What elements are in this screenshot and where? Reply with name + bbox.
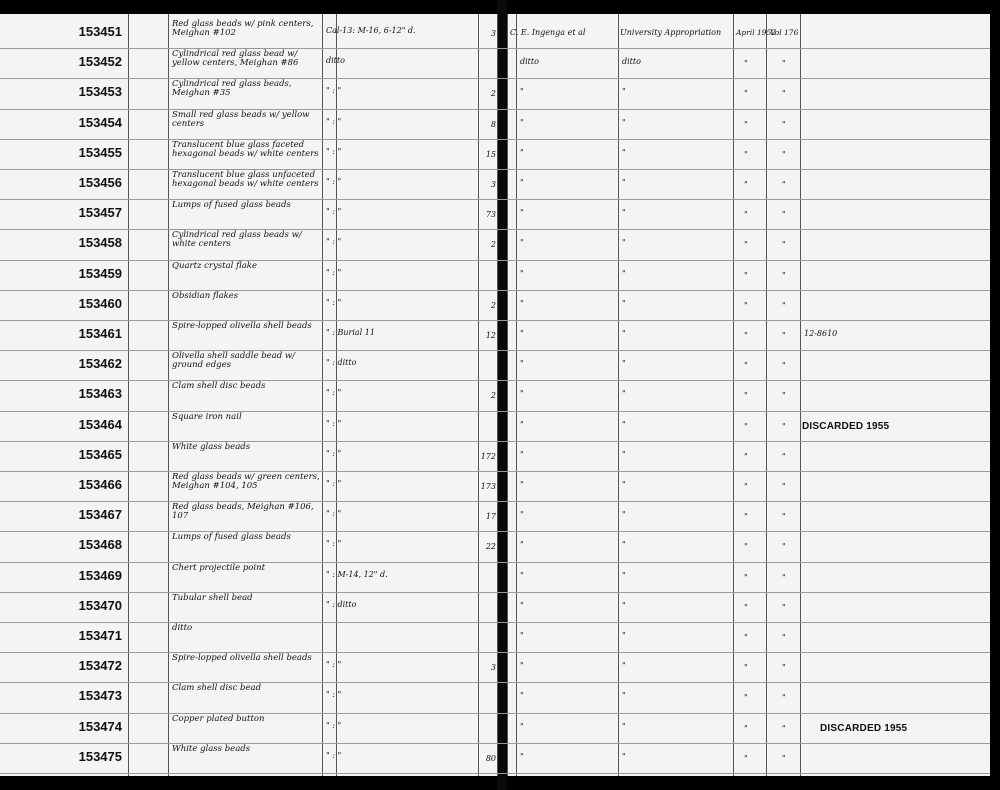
item-description: Clam shell disc bead bbox=[172, 683, 262, 694]
discarded-stamp: DISCARDED 1955 bbox=[802, 420, 890, 432]
acquisition-source: " bbox=[622, 570, 626, 580]
acquisition-date: " bbox=[744, 421, 748, 431]
acquisition-source: " bbox=[622, 238, 626, 248]
catalog-number: 153451 bbox=[78, 24, 122, 39]
provenience: ditto bbox=[326, 56, 345, 66]
field-number: " bbox=[782, 270, 786, 280]
locality: " bbox=[520, 751, 524, 761]
locality: " bbox=[520, 359, 524, 369]
acquisition-date: " bbox=[744, 602, 748, 612]
catalog-number: 153461 bbox=[78, 326, 122, 341]
catalog-number: 153466 bbox=[78, 477, 122, 492]
field-number: " bbox=[782, 633, 786, 642]
provenience: " : " bbox=[326, 146, 342, 156]
ledger-rule-line bbox=[0, 350, 990, 351]
acquisition-date: " bbox=[744, 633, 748, 642]
locality: " bbox=[520, 721, 524, 731]
ledger-column-rule bbox=[168, 14, 169, 776]
catalog-number: 153471 bbox=[78, 628, 122, 643]
catalog-number: 153472 bbox=[78, 658, 122, 674]
catalog-number: 153458 bbox=[78, 235, 122, 251]
ledger-rule-line bbox=[0, 169, 990, 170]
item-description: Translucent blue glass faceted hexagonal beads w/ white centers bbox=[172, 139, 319, 159]
field-number: " bbox=[782, 119, 786, 129]
field-number: " bbox=[782, 723, 786, 733]
field-number: " bbox=[782, 149, 786, 159]
catalog-number: 153465 bbox=[78, 446, 122, 462]
catalog-number: 153467 bbox=[78, 507, 122, 523]
field-number: " bbox=[782, 482, 786, 491]
item-count: 173 bbox=[480, 482, 496, 491]
book-spine bbox=[497, 0, 507, 790]
item-count: 12 bbox=[485, 331, 496, 340]
catalog-number: 153470 bbox=[78, 597, 122, 613]
field-number: " bbox=[782, 753, 786, 763]
item-count: 2 bbox=[490, 300, 496, 310]
provenience: " : " bbox=[326, 177, 342, 186]
acquisition-source: " bbox=[622, 510, 626, 520]
provenience: " : " bbox=[326, 207, 342, 217]
header-field-ref: Vol 176 bbox=[770, 28, 799, 37]
locality: ditto bbox=[520, 57, 539, 67]
acquisition-date: " bbox=[744, 149, 748, 159]
locality: " bbox=[520, 389, 524, 399]
item-count: 73 bbox=[485, 210, 496, 220]
item-description: Small red glass beads w/ yellow centers bbox=[172, 109, 310, 129]
ledger-rule-line bbox=[0, 78, 990, 79]
item-description: Square iron nail bbox=[172, 411, 242, 422]
ledger-rule-line bbox=[0, 743, 990, 744]
catalog-number: 153460 bbox=[78, 295, 122, 311]
field-number: " bbox=[782, 331, 786, 340]
ledger-rule-line bbox=[0, 229, 990, 230]
locality: " bbox=[520, 87, 524, 97]
item-count: 17 bbox=[485, 512, 496, 522]
acquisition-source: " bbox=[622, 117, 626, 127]
field-number: " bbox=[782, 693, 786, 703]
item-description: Olivella shell saddle bead w/ ground edges bbox=[172, 351, 296, 371]
discarded-stamp: DISCARDED 1955 bbox=[820, 722, 908, 734]
acquisition-source: " bbox=[622, 661, 626, 671]
item-count: 80 bbox=[485, 753, 496, 763]
catalog-number: 153454 bbox=[78, 114, 122, 130]
item-description: Spire-lopped olivella shell beads bbox=[172, 321, 312, 331]
acquisition-date: " bbox=[744, 300, 748, 310]
item-count: 8 bbox=[490, 119, 496, 129]
acquisition-source: " bbox=[622, 449, 626, 459]
item-count: 2 bbox=[490, 89, 496, 99]
provenience: " : " bbox=[326, 750, 342, 760]
ledger-rule-line bbox=[0, 380, 990, 381]
catalog-number: 153459 bbox=[78, 265, 122, 281]
acquisition-date: " bbox=[744, 331, 748, 340]
field-number: " bbox=[782, 210, 786, 220]
locality: " bbox=[520, 147, 524, 157]
ledger-rule-line bbox=[0, 531, 990, 532]
locality: " bbox=[520, 208, 524, 218]
remark-note: 12-8610 bbox=[804, 329, 838, 338]
locality: " bbox=[520, 238, 524, 248]
item-description: Clam shell disc beads bbox=[172, 381, 266, 392]
locality: " bbox=[520, 691, 524, 701]
provenience: " : " bbox=[326, 660, 342, 670]
field-number: " bbox=[782, 512, 786, 522]
acquisition-source: " bbox=[622, 329, 626, 338]
item-description: Lumps of fused glass beads bbox=[172, 200, 291, 211]
acquisition-date: " bbox=[744, 210, 748, 220]
provenience: " : ditto bbox=[326, 599, 357, 609]
provenience: " : " bbox=[326, 388, 342, 398]
field-number: " bbox=[782, 59, 786, 69]
provenience: " : Burial 11 bbox=[326, 328, 375, 337]
provenience: " : " bbox=[326, 418, 342, 428]
locality: " bbox=[520, 329, 524, 338]
acquisition-date: " bbox=[744, 482, 748, 491]
acquisition-date: " bbox=[744, 361, 748, 371]
item-description: Quartz crystal flake bbox=[172, 260, 257, 271]
locality: " bbox=[520, 600, 524, 610]
field-number: " bbox=[782, 421, 786, 431]
item-description: Red glass beads w/ green centers, Meighan #104, 105 bbox=[172, 472, 320, 491]
catalog-number: 153462 bbox=[78, 356, 122, 372]
acquisition-source: " bbox=[622, 359, 626, 369]
ledger-rule-line bbox=[0, 652, 990, 653]
field-number: " bbox=[782, 542, 786, 552]
item-count: 15 bbox=[485, 149, 496, 159]
catalog-number: 153452 bbox=[78, 54, 122, 70]
catalog-number: 153469 bbox=[78, 567, 122, 583]
ledger-rule-line bbox=[0, 320, 990, 321]
item-count: 172 bbox=[480, 451, 496, 461]
item-description: Cylindrical red glass beads w/ white centers bbox=[172, 230, 302, 250]
provenience: " : " bbox=[326, 116, 342, 126]
item-count: 3 bbox=[490, 663, 496, 673]
acquisition-source: " bbox=[622, 208, 626, 218]
acquisition-date: " bbox=[744, 89, 748, 99]
ledger-column-rule bbox=[322, 14, 323, 776]
ledger-rule-line bbox=[0, 713, 990, 714]
item-description: Chert projectile point bbox=[172, 562, 265, 573]
ledger-column-rule bbox=[497, 14, 498, 776]
ledger-column-rule bbox=[733, 14, 734, 776]
acquisition-source: " bbox=[622, 147, 626, 157]
ledger-column-rule bbox=[618, 14, 619, 776]
provenience: " : M-14, 12" d. bbox=[326, 569, 388, 579]
field-number: " bbox=[782, 89, 786, 99]
field-number: " bbox=[782, 572, 786, 582]
locality: " bbox=[520, 419, 524, 429]
item-description: Red glass beads, Meighan #106, 107 bbox=[172, 502, 314, 522]
acquisition-source: " bbox=[622, 268, 626, 278]
provenience: Cal-13: M-16, 6-12" d. bbox=[326, 26, 416, 35]
item-description: White glass beads bbox=[172, 441, 251, 452]
item-count: 3 bbox=[490, 180, 496, 189]
item-description: Cylindrical red glass bead w/ yellow centers, Meighan #86 bbox=[172, 49, 299, 69]
field-number: " bbox=[782, 451, 786, 461]
provenience: " : " bbox=[326, 479, 342, 488]
catalog-number: 153463 bbox=[78, 386, 122, 402]
ledger-rule-line bbox=[0, 139, 990, 140]
item-description: Copper plated button bbox=[172, 713, 265, 724]
ledger-rule-line bbox=[0, 260, 990, 261]
acquisition-date: " bbox=[744, 723, 748, 733]
acquisition-source: " bbox=[622, 480, 626, 489]
acquisition-date: " bbox=[744, 391, 748, 401]
provenience: " : " bbox=[326, 509, 342, 519]
field-number: " bbox=[782, 663, 786, 673]
locality: " bbox=[520, 449, 524, 459]
locality: " bbox=[520, 480, 524, 489]
ledger-rule-line bbox=[0, 109, 990, 110]
locality: " bbox=[520, 631, 524, 640]
ledger-column-rule bbox=[128, 14, 129, 776]
ledger-rule-line bbox=[0, 682, 990, 683]
acquisition-source: " bbox=[622, 600, 626, 610]
ledger-column-rule bbox=[516, 14, 517, 776]
locality: " bbox=[520, 117, 524, 127]
provenience: " : " bbox=[326, 297, 342, 307]
locality: " bbox=[520, 268, 524, 278]
acquisition-date: " bbox=[744, 119, 748, 129]
ledger-column-rule bbox=[507, 14, 508, 776]
catalog-number: 153475 bbox=[78, 748, 122, 764]
acquisition-source: " bbox=[622, 178, 626, 187]
field-number: " bbox=[782, 602, 786, 612]
field-number: " bbox=[782, 180, 786, 189]
locality: " bbox=[520, 661, 524, 671]
provenience: " : ditto bbox=[326, 358, 357, 368]
catalog-number: 153473 bbox=[78, 688, 122, 704]
catalog-number: 153456 bbox=[78, 175, 122, 190]
item-count: 3 bbox=[490, 29, 496, 38]
locality: " bbox=[520, 540, 524, 550]
acquisition-date: " bbox=[744, 270, 748, 280]
ledger-column-rule bbox=[800, 14, 801, 776]
item-description: Lumps of fused glass beads bbox=[172, 532, 291, 543]
locality: " bbox=[520, 298, 524, 308]
acquisition-source: ditto bbox=[622, 57, 641, 67]
field-number: " bbox=[782, 391, 786, 401]
provenience: " : " bbox=[326, 448, 342, 458]
locality: " bbox=[520, 570, 524, 580]
ledger-rule-line bbox=[0, 773, 990, 774]
locality: " bbox=[520, 510, 524, 520]
provenience: " : " bbox=[326, 539, 342, 549]
acquisition-date: " bbox=[744, 542, 748, 552]
acquisition-date: " bbox=[744, 753, 748, 763]
acquisition-source: " bbox=[622, 389, 626, 399]
catalog-number: 153453 bbox=[78, 84, 122, 100]
item-description: White glass beads bbox=[172, 743, 251, 754]
item-description: Translucent blue glass unfaceted hexagonal beads w/ white centers bbox=[172, 170, 319, 189]
provenience: " : " bbox=[326, 720, 342, 730]
ledger-column-rule bbox=[766, 14, 767, 776]
ledger-rule-line bbox=[0, 441, 990, 442]
ledger-rule-line bbox=[0, 501, 990, 502]
acquisition-source: " bbox=[622, 721, 626, 731]
header-source: University Appropriation bbox=[620, 28, 722, 37]
provenience: " : " bbox=[326, 267, 342, 277]
ledger-rule-line bbox=[0, 199, 990, 200]
catalog-number: 153457 bbox=[78, 205, 122, 221]
item-description: Tubular shell bead bbox=[172, 592, 253, 603]
acquisition-source: " bbox=[622, 751, 626, 761]
ledger-rule-line bbox=[0, 48, 990, 49]
catalog-number: 153464 bbox=[78, 416, 122, 432]
item-count: 2 bbox=[490, 391, 496, 401]
item-count: 22 bbox=[485, 542, 496, 552]
provenience: " : " bbox=[326, 86, 342, 96]
header-locality: C. E. Ingenga et al bbox=[510, 28, 586, 37]
catalog-number: 153468 bbox=[78, 537, 122, 553]
ledger-rule-line bbox=[0, 290, 990, 291]
item-count: 2 bbox=[490, 240, 496, 250]
acquisition-date: " bbox=[744, 240, 748, 250]
acquisition-source: " bbox=[622, 540, 626, 550]
item-description: Cylindrical red glass beads, Meighan #35 bbox=[172, 79, 292, 99]
item-description: Obsidian flakes bbox=[172, 290, 239, 301]
provenience: " : " bbox=[326, 690, 342, 700]
item-description: Red glass beads w/ pink centers, Meighan #102 bbox=[172, 19, 314, 38]
ledger-rule-line bbox=[0, 622, 990, 623]
acquisition-date: " bbox=[744, 572, 748, 582]
ledger-rule-line bbox=[0, 411, 990, 412]
acquisition-date: " bbox=[744, 512, 748, 522]
right-ledger-page bbox=[507, 14, 990, 776]
acquisition-source: " bbox=[622, 87, 626, 97]
item-description: Spire-lopped olivella shell beads bbox=[172, 653, 312, 664]
field-number: " bbox=[782, 300, 786, 310]
ledger-rule-line bbox=[0, 592, 990, 593]
acquisition-date: " bbox=[744, 693, 748, 703]
acquisition-date: " bbox=[744, 451, 748, 461]
field-number: " bbox=[782, 361, 786, 371]
item-description: ditto bbox=[172, 623, 193, 633]
acquisition-date: " bbox=[744, 663, 748, 673]
acquisition-source: " bbox=[622, 631, 626, 640]
field-number: " bbox=[782, 240, 786, 250]
ledger-rule-line bbox=[0, 562, 990, 563]
header-date: April 1952 bbox=[736, 28, 777, 37]
catalog-number: 153455 bbox=[78, 144, 122, 160]
acquisition-source: " bbox=[622, 298, 626, 308]
ledger-rule-line bbox=[0, 471, 990, 472]
catalog-number: 153474 bbox=[78, 718, 122, 734]
acquisition-date: " bbox=[744, 59, 748, 69]
acquisition-date: " bbox=[744, 180, 748, 189]
locality: " bbox=[520, 178, 524, 187]
acquisition-source: " bbox=[622, 691, 626, 701]
acquisition-source: " bbox=[622, 419, 626, 429]
provenience: " : " bbox=[326, 237, 342, 247]
